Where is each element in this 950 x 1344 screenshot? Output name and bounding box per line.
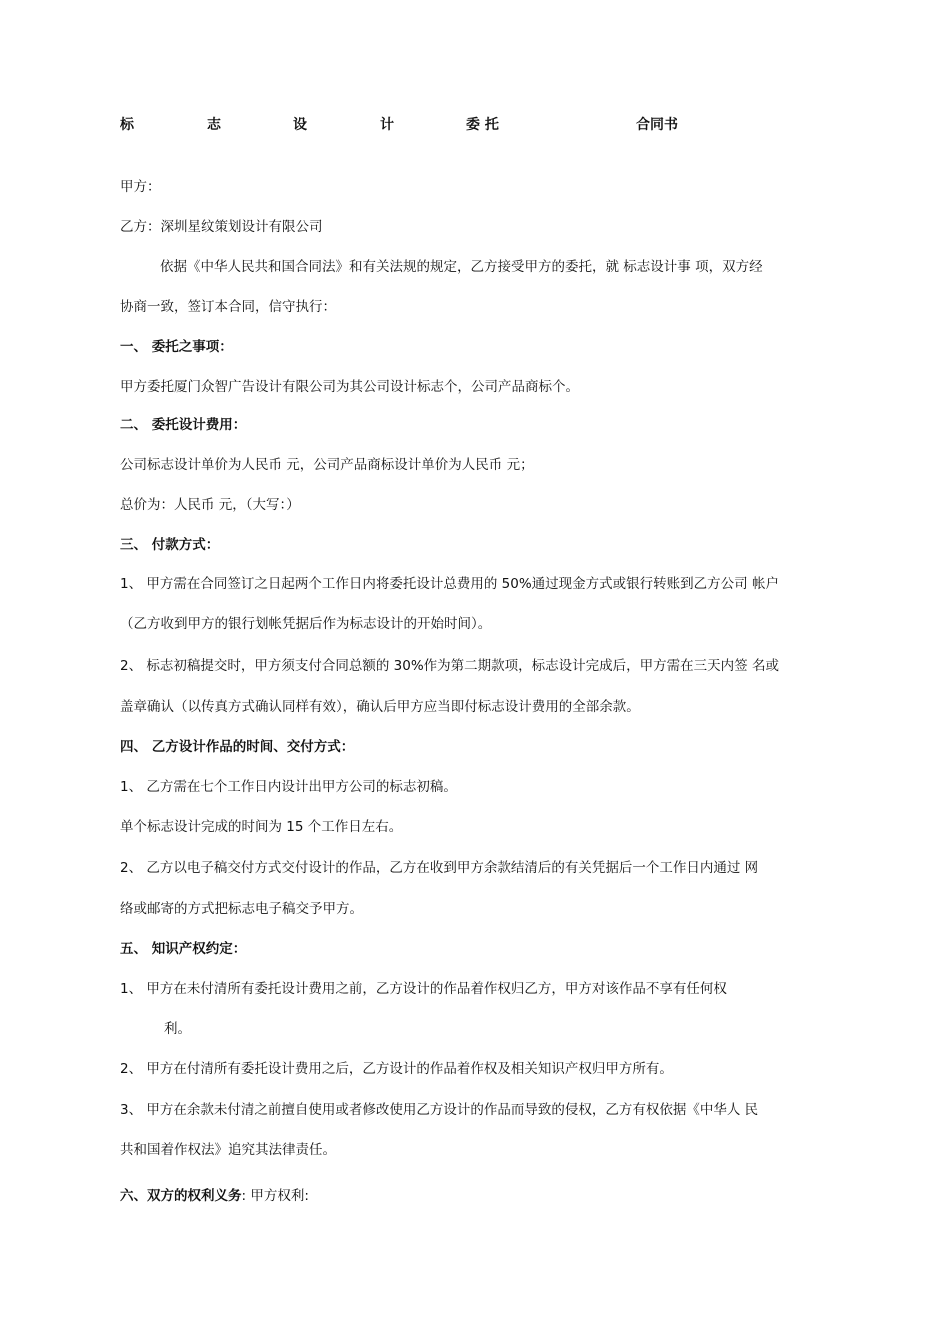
title-char: 志 — [207, 117, 221, 133]
section-2-heading: 二、 委托设计费用： — [120, 417, 247, 433]
party-a-line: 甲方： — [120, 179, 161, 195]
section-5-line: 2、 甲方在付清所有委托设计费用之后，乙方设计的作品着作权及相关知识产权归甲方所有。 — [120, 1061, 673, 1077]
intro-line-2: 协商一致，签订本合同，信守执行： — [120, 299, 336, 315]
section-1-heading: 一、 委托之事项： — [120, 339, 233, 355]
section-4-line: 络或邮寄的方式把标志电子稿交予甲方。 — [120, 901, 363, 917]
section-2-line: 总价为：人民币 元，（大写：） — [120, 497, 300, 513]
title-char: 计 — [380, 117, 394, 133]
section-3-line: 1、 甲方需在合同签订之日起两个工作日内将委托设计总费用的 50%通过现金方式或银行转账到乙方公司 帐户 — [120, 576, 779, 592]
section-3-line: 2、 标志初稿提交时，甲方须支付合同总额的 30%作为第二期款项，标志设计完成后，甲方需在三天内签 名或 — [120, 658, 779, 674]
section-6-heading-tail: : 甲方权利: — [241, 1188, 309, 1204]
title-char: 合同书 — [636, 117, 678, 133]
section-4-line: 单个标志设计完成的时间为 15 个工作日左右。 — [120, 819, 403, 835]
section-3-line: 盖章确认（以传真方式确认同样有效），确认后甲方应当即付标志设计费用的全部余款。 — [120, 699, 640, 715]
party-b-line: 乙方：深圳星纹策划设计有限公司 — [120, 219, 323, 235]
intro-line-1: 依据《中华人民共和国合同法》和有关法规的规定，乙方接受甲方的委托，就 标志设计事 项，双方经 — [160, 259, 763, 275]
section-5-line: 利。 — [164, 1021, 191, 1037]
section-6-heading — [120, 1186, 309, 1206]
section-5-line: 1、 甲方在未付清所有委托设计费用之前，乙方设计的作品着作权归乙方，甲方对该作品不享有任何权 — [120, 981, 727, 997]
title-char: 委 托 — [466, 117, 499, 133]
section-4-line: 1、 乙方需在七个工作日内设计出甲方公司的标志初稿。 — [120, 779, 457, 795]
section-4-heading: 四、 乙方设计作品的时间、交付方式： — [120, 739, 355, 755]
title-char: 标 — [120, 117, 134, 133]
section-6-heading-bold: 六、双方的权利义务 — [120, 1188, 242, 1204]
section-3-heading: 三、 付款方式： — [120, 537, 220, 553]
section-2-line: 公司标志设计单价为人民币 元，公司产品商标设计单价为人民币 元； — [120, 457, 534, 473]
section-5-line: 3、 甲方在余款未付清之前擅自使用或者修改使用乙方设计的作品而导致的侵权，乙方有权依据《中华人 民 — [120, 1102, 759, 1118]
title-char: 设 — [293, 117, 307, 133]
section-5-heading: 五、 知识产权约定： — [120, 941, 247, 957]
section-3-line: （乙方收到甲方的银行划帐凭据后作为标志设计的开始时间）。 — [120, 616, 492, 632]
section-1-line: 甲方委托厦门众智广告设计有限公司为其公司设计标志个，公司产品商标个。 — [120, 379, 579, 395]
document-title — [0, 114, 950, 134]
section-4-line: 2、 乙方以电子稿交付方式交付设计的作品，乙方在收到甲方余款结清后的有关凭据后一个工作日内通过 网 — [120, 860, 759, 876]
section-5-line: 共和国着作权法》追究其法律责任。 — [120, 1142, 336, 1158]
